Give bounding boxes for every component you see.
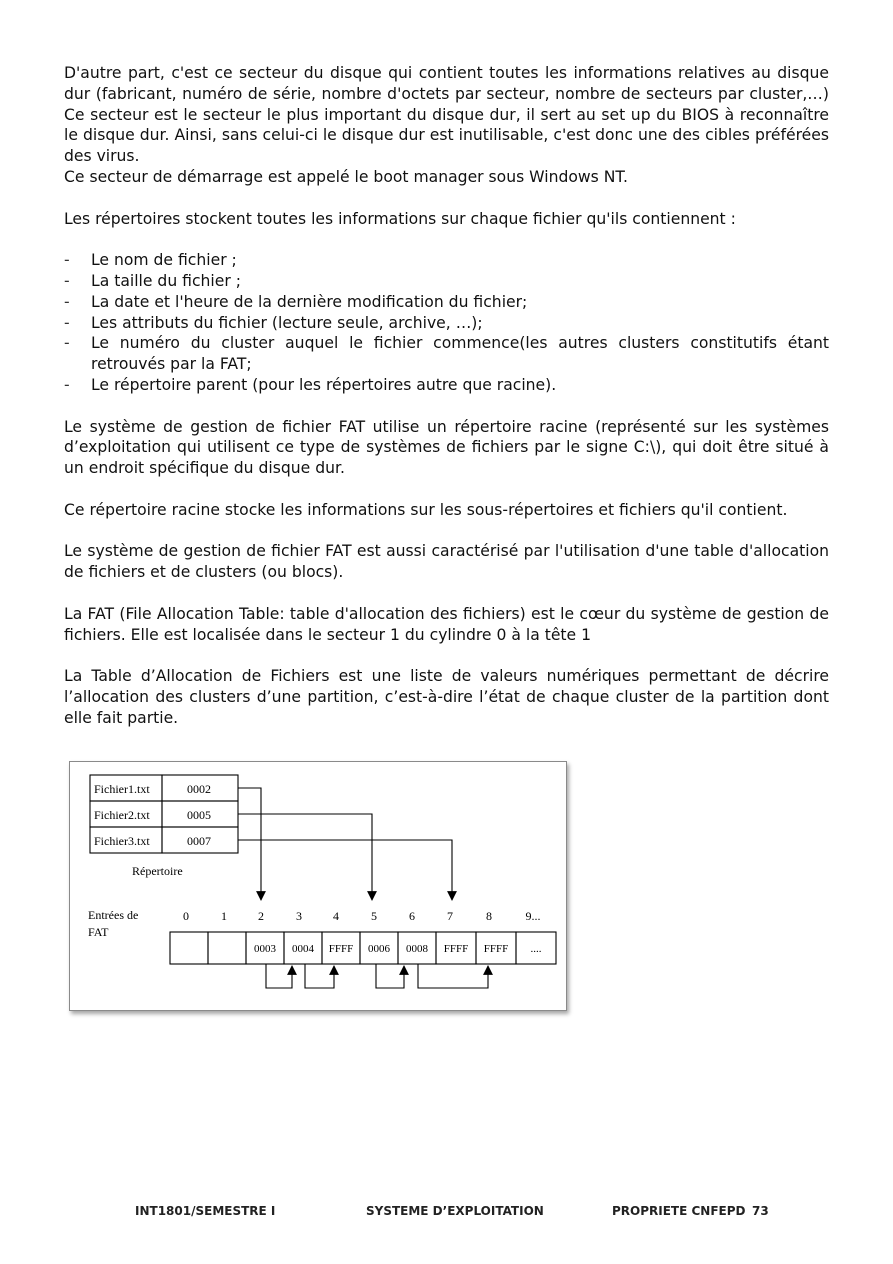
chain-arrow [376,964,404,988]
footer-course-code: INT1801/SEMESTRE I [135,1204,276,1218]
fat-cell-value: .... [530,943,542,955]
paragraph-directories: Les répertoires stockent toutes les informations sur chaque fichier qu'ils contiennent : [64,209,736,228]
paragraph-boot-manager: Ce secteur de démarrage est appelé le boot manager sous Windows NT. [64,167,629,186]
paragraph-root-contents: Ce répertoire racine stocke les informations sur les sous-répertoires et fichiers qu'il contient. [64,500,788,519]
fat-index-label: 7 [447,909,453,923]
directory-start-cluster: 0005 [187,808,211,822]
fat-entries-label: Entrées de [88,908,139,922]
paragraph-boot-sector: D'autre part, c'est ce secteur du disque qui contient toutes les informations relatives au disque dur (fabricant, numéro de série, nombre d'octets par secteur, nombre de secteurs par cluster,…) Ce secteur est le secteur le plus important du disque dur, il sert au set up du BIOS à reconnaître le disque dur. Ainsi, sans celui-ci le disque dur est inutilisable, c'est donc une des cibles préférées des virus. [64,64,829,166]
fat-cell [208,932,246,964]
fat-index-label: 6 [409,909,415,923]
list-item: - Le nom de fichier ; [64,250,829,271]
chain-arrow [418,964,488,988]
footer-owner: PROPRIETE CNFEPD [612,1204,746,1218]
list-item: - La date et l'heure de la dernière modification du fichier; [64,292,829,313]
fat-cell-value: 0006 [368,943,390,955]
fat-index-label: 4 [333,909,339,923]
fat-cell-value: FFFF [328,943,354,955]
fat-index-label: 8 [486,909,492,923]
fat-index-label: 0 [183,909,189,923]
body-text [64,63,829,729]
list-item: - La taille du fichier ; [64,271,829,292]
list-item: - Le répertoire parent (pour les répertoires autre que racine). [64,375,829,396]
pointer-arrow [238,814,372,900]
directory-start-cluster: 0002 [187,782,211,796]
fat-cell [170,932,208,964]
directory-start-cluster: 0007 [187,834,211,848]
directory-file-name: Fichier2.txt [94,808,150,822]
fat-index-label: 1 [221,909,227,923]
paragraph-fat-definition: La FAT (File Allocation Table: table d'allocation des fichiers) est le cœur du système de gestion de fichiers. Elle est localisée dans le secteur 1 du cylindre 0 à la tête 1 [64,604,829,644]
directory-file-name: Fichier1.txt [94,782,150,796]
directory-file-name: Fichier3.txt [94,834,150,848]
fat-cell-value: 0008 [406,943,428,955]
page-number: 73 [752,1204,769,1218]
fat-diagram-svg [70,762,566,1010]
footer-course-title: SYSTEME D’EXPLOITATION [366,1204,544,1218]
directory-info-list [64,250,829,396]
fat-cell-value: 0004 [292,943,314,955]
list-item: - Le numéro du cluster auquel le fichier commence(les autres clusters constitutifs étant retrouvés par la FAT; [64,333,829,375]
directory-caption: Répertoire [132,864,183,878]
fat-cell-value: 0003 [254,943,276,955]
directory-pointer-arrows [238,788,452,900]
fat-index-label: 9... [525,909,541,923]
list-item: - Les attributs du fichier (lecture seule, archive, …); [64,313,829,334]
fat-index-label: 5 [371,909,377,923]
fat-index-label: 2 [258,909,264,923]
fat-index-label: 3 [296,909,302,923]
paragraph-fat-description: La Table d’Allocation de Fichiers est une liste de valeurs numériques permettant de décrire l’allocation des clusters d’une partition, c’est-à-dire l’état de chaque cluster de la partition dont elle fait partie. [64,667,829,727]
fat-cell-value: FFFF [483,943,509,955]
pointer-arrow [238,840,452,900]
fat-cell-value: FFFF [443,943,469,955]
paragraph-root-directory: Le système de gestion de fichier FAT utilise un répertoire racine (représenté sur les systèmes d’exploitation qui utilisent ce type de systèmes de fichiers par le signe C:\), qui doit être situé à un endroit spécifique du disque dur. [64,417,829,478]
chain-arrow [305,964,334,988]
pointer-arrow [238,788,261,900]
paragraph-fat-table: Le système de gestion de fichier FAT est aussi caractérisé par l'utilisation d'une table d'allocation de fichiers et de clusters (ou blocs). [64,542,829,582]
chain-arrow [266,964,292,988]
fat-entries-label: FAT [88,925,109,939]
cluster-chain-arrows [266,964,488,988]
fat-diagram [69,761,567,1011]
